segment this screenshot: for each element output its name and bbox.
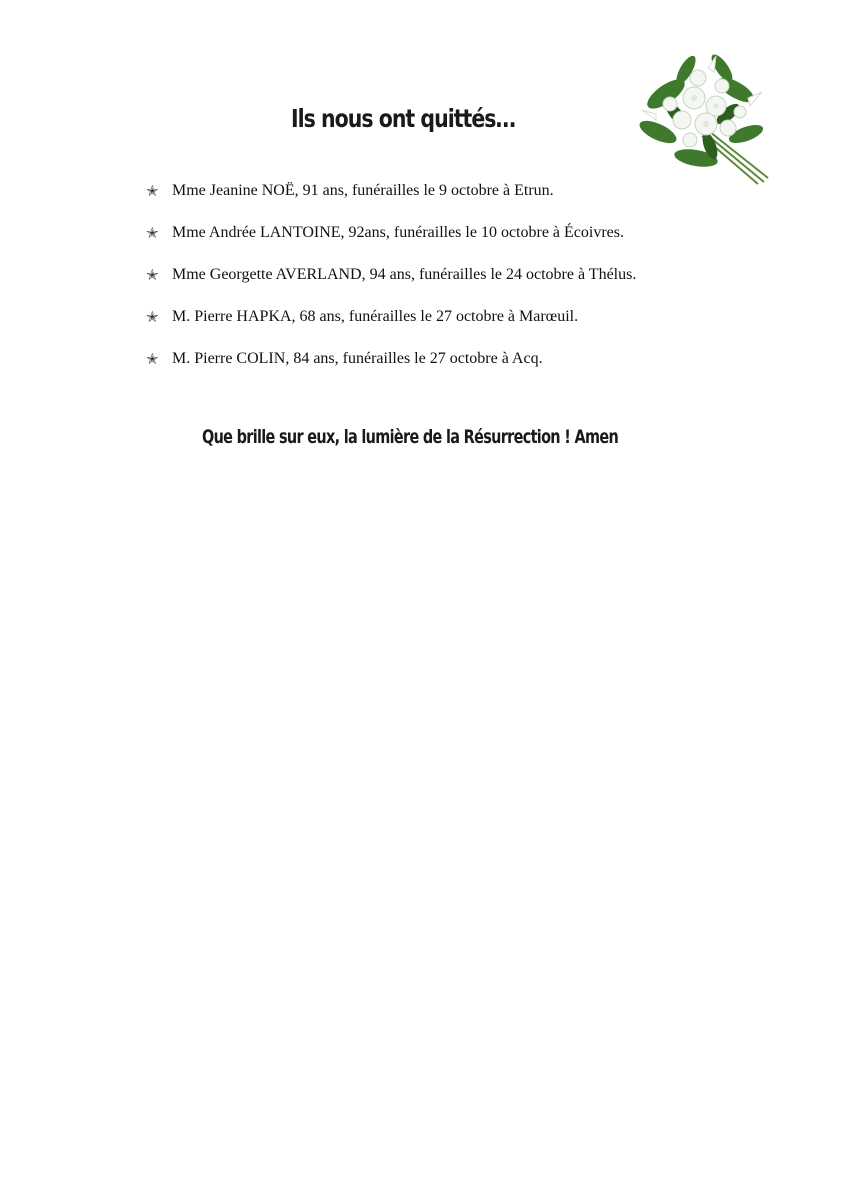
page-title: Ils nous ont quittés… [290, 104, 516, 133]
obituary-text: M. Pierre COLIN, 84 ans, funérailles le 27 octobre à Acq. [172, 350, 543, 367]
bouquet-icon [636, 54, 772, 186]
list-item [146, 338, 636, 380]
star-icon: ✭ [146, 308, 159, 326]
obituary-text: Mme Jeanine NOË, 91 ans, funérailles le 9 octobre à Etrun. [172, 182, 554, 199]
list-item [146, 170, 636, 212]
list-item [146, 254, 636, 296]
flower-bouquet-image [636, 54, 772, 186]
obituary-list [146, 170, 636, 380]
star-icon: ✭ [146, 224, 159, 242]
list-item [146, 296, 636, 338]
obituary-text: Mme Andrée LANTOINE, 92ans, funérailles le 10 octobre à Écoivres. [172, 224, 625, 241]
closing-prayer: Que brille sur eux, la lumière de la Résurrection ! Amen [202, 426, 619, 448]
list-item [146, 212, 636, 254]
star-icon: ✭ [146, 350, 159, 368]
star-icon: ✭ [146, 182, 159, 200]
obituary-text: Mme Georgette AVERLAND, 94 ans, funérailles le 24 octobre à Thélus. [172, 266, 637, 283]
obituary-text: M. Pierre HAPKA, 68 ans, funérailles le 27 octobre à Marœuil. [172, 308, 579, 325]
star-icon: ✭ [146, 266, 159, 284]
